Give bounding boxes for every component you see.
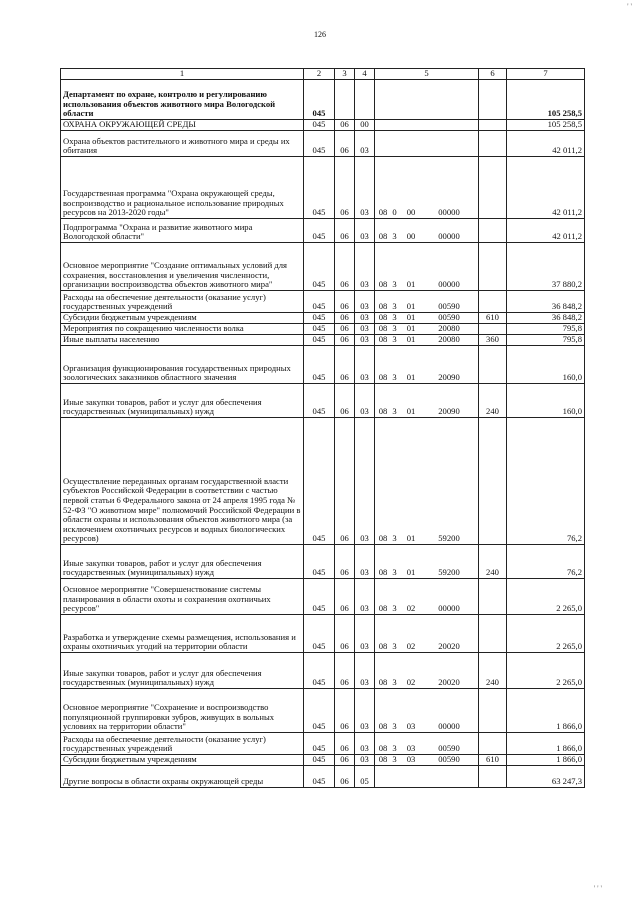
item-name: Расходы на обеспечение деятельности (оказание услуг) государственных учреждений [61, 733, 304, 755]
subsection-code: 03 [355, 418, 375, 545]
table-row [61, 615, 585, 653]
expense-type-code [479, 346, 507, 384]
target-article-code [375, 545, 479, 579]
item-name: Иные закупки товаров, работ и услуг для обеспечения государственных (муниципальных) нужд [61, 653, 304, 689]
admin-code: 045 [304, 131, 335, 157]
column-header-row [61, 69, 585, 80]
item-name: Основное мероприятие "Совершенствование системы планирования в области охоты и сохранения охотничьих ресурсов" [61, 579, 304, 615]
item-name: Государственная программа "Охрана окружающей среды, воспроизводство и рациональное использование природных ресурсов на 2013-2020 годы" [61, 157, 304, 219]
program-code: 08 [378, 279, 388, 290]
direction-code: 20020 [438, 641, 460, 652]
amount: 1 866,0 [507, 755, 585, 766]
admin-code: 045 [304, 157, 335, 219]
program-code: 08 [378, 677, 388, 688]
amount: 2 265,0 [507, 579, 585, 615]
direction-code: 20080 [438, 334, 460, 345]
direction-code: 20080 [438, 323, 460, 334]
amount: 1 866,0 [507, 733, 585, 755]
admin-code: 045 [304, 80, 335, 120]
amount: 105 258,5 [507, 120, 585, 131]
direction-code: 00000 [438, 207, 460, 218]
target-article-code [375, 766, 479, 788]
amount: 36 848,2 [507, 313, 585, 324]
subsection-code: 03 [355, 219, 375, 243]
subsection-code: 03 [355, 689, 375, 733]
section-code: 06 [335, 324, 355, 335]
event-code: 01 [406, 279, 416, 290]
subsection-code: 05 [355, 766, 375, 788]
section-code: 06 [335, 291, 355, 313]
table-row [61, 579, 585, 615]
expense-type-code: 610 [479, 755, 507, 766]
item-name: Иные закупки товаров, работ и услуг для обеспечения государственных (муниципальных) нужд [61, 545, 304, 579]
event-code: 02 [406, 677, 416, 688]
column-header: 2 [304, 69, 335, 80]
amount: 42 011,2 [507, 131, 585, 157]
expense-type-code [479, 243, 507, 291]
subprogram-code: 3 [392, 677, 397, 688]
subsection-code: 03 [355, 545, 375, 579]
table-row [61, 157, 585, 219]
subsection-code: 03 [355, 243, 375, 291]
expense-type-code [479, 766, 507, 788]
amount: 42 011,2 [507, 157, 585, 219]
target-article-code [375, 733, 479, 755]
expense-type-code [479, 733, 507, 755]
direction-code: 20090 [438, 372, 460, 383]
admin-code: 045 [304, 579, 335, 615]
target-article-code [375, 324, 479, 335]
admin-code: 045 [304, 219, 335, 243]
amount: 2 265,0 [507, 615, 585, 653]
subprogram-code: 3 [392, 279, 397, 290]
event-code: 03 [406, 721, 416, 732]
target-article-code [375, 418, 479, 545]
program-code: 08 [378, 754, 388, 765]
subsection-code: 03 [355, 335, 375, 346]
expense-type-code [479, 579, 507, 615]
subprogram-code: 3 [392, 406, 397, 417]
section-code: 06 [335, 545, 355, 579]
target-article-code [375, 615, 479, 653]
subprogram-code: 3 [392, 743, 397, 754]
section-code: 06 [335, 243, 355, 291]
program-code: 08 [378, 312, 388, 323]
table-row [61, 418, 585, 545]
expense-type-code [479, 80, 507, 120]
subsection-code: 03 [355, 131, 375, 157]
expense-type-code [479, 324, 507, 335]
subsection-code: 03 [355, 157, 375, 219]
subsection-code: 03 [355, 313, 375, 324]
event-code: 02 [406, 603, 416, 614]
section-code: 06 [335, 615, 355, 653]
direction-code: 00590 [438, 754, 460, 765]
subprogram-code: 3 [392, 603, 397, 614]
item-name: Мероприятия по сокращению численности волка [61, 324, 304, 335]
target-article-code [375, 131, 479, 157]
subprogram-code: 3 [392, 301, 397, 312]
program-code: 08 [378, 567, 388, 578]
program-code: 08 [378, 372, 388, 383]
page-number: 126 [314, 30, 326, 39]
table-row [61, 324, 585, 335]
amount: 160,0 [507, 346, 585, 384]
direction-code: 20090 [438, 406, 460, 417]
table-row [61, 80, 585, 120]
item-name: Иные закупки товаров, работ и услуг для обеспечения государственных (муниципальных) нужд [61, 384, 304, 418]
direction-code: 20020 [438, 677, 460, 688]
event-code: 00 [406, 207, 416, 218]
direction-code: 59200 [438, 533, 460, 544]
table-row [61, 131, 585, 157]
section-code: 06 [335, 157, 355, 219]
column-header: 7 [507, 69, 585, 80]
program-code: 08 [378, 533, 388, 544]
admin-code: 045 [304, 243, 335, 291]
item-name: Основное мероприятие "Создание оптимальных условий для сохранения, восстановления и увеличения численности, организации воспроизводства объектов животного мира" [61, 243, 304, 291]
item-name: Субсидии бюджетным учреждениям [61, 755, 304, 766]
event-code: 01 [406, 312, 416, 323]
corner-mark-top: ' ' [627, 2, 632, 11]
subprogram-code: 3 [392, 231, 397, 242]
expense-type-code [479, 120, 507, 131]
section-code: 06 [335, 733, 355, 755]
table-body [61, 69, 585, 788]
admin-code: 045 [304, 120, 335, 131]
program-code: 08 [378, 641, 388, 652]
expense-type-code [479, 157, 507, 219]
admin-code: 045 [304, 653, 335, 689]
section-code: 06 [335, 335, 355, 346]
amount: 795,8 [507, 335, 585, 346]
admin-code: 045 [304, 346, 335, 384]
column-header: 1 [61, 69, 304, 80]
event-code: 03 [406, 743, 416, 754]
column-header: 5 [375, 69, 479, 80]
expense-type-code [479, 131, 507, 157]
program-code: 08 [378, 603, 388, 614]
amount: 2 265,0 [507, 653, 585, 689]
direction-code: 00000 [438, 721, 460, 732]
item-name: Организация функционирования государственных природных зоологических заказников областного значения [61, 346, 304, 384]
admin-code: 045 [304, 313, 335, 324]
budget-table [60, 68, 585, 788]
subsection-code: 03 [355, 653, 375, 689]
subsection-code: 03 [355, 615, 375, 653]
amount: 36 848,2 [507, 291, 585, 313]
admin-code: 045 [304, 755, 335, 766]
program-code: 08 [378, 721, 388, 732]
program-code: 08 [378, 406, 388, 417]
program-code: 08 [378, 207, 388, 218]
amount: 63 247,3 [507, 766, 585, 788]
expense-type-code [479, 291, 507, 313]
target-article-code [375, 689, 479, 733]
column-header: 4 [355, 69, 375, 80]
event-code: 01 [406, 406, 416, 417]
program-code: 08 [378, 301, 388, 312]
table-row [61, 384, 585, 418]
expense-type-code: 240 [479, 653, 507, 689]
direction-code: 59200 [438, 567, 460, 578]
section-code [335, 80, 355, 120]
section-code: 06 [335, 219, 355, 243]
table-row [61, 545, 585, 579]
target-article-code [375, 291, 479, 313]
event-code: 00 [406, 231, 416, 242]
subsection-code: 03 [355, 755, 375, 766]
section-code: 06 [335, 313, 355, 324]
item-name: Разработка и утверждение схемы размещения, использования и охраны охотничьих угодий на территории области [61, 615, 304, 653]
expense-type-code [479, 615, 507, 653]
target-article-code [375, 579, 479, 615]
program-code: 08 [378, 743, 388, 754]
subprogram-code: 3 [392, 721, 397, 732]
subsection-code: 03 [355, 346, 375, 384]
table-row [61, 653, 585, 689]
admin-code: 045 [304, 324, 335, 335]
admin-code: 045 [304, 418, 335, 545]
subprogram-code: 3 [392, 641, 397, 652]
target-article-code [375, 243, 479, 291]
admin-code: 045 [304, 335, 335, 346]
table-row [61, 243, 585, 291]
direction-code: 00590 [438, 301, 460, 312]
expense-type-code: 240 [479, 545, 507, 579]
subprogram-code: 0 [392, 207, 397, 218]
section-code: 06 [335, 346, 355, 384]
target-article-code [375, 219, 479, 243]
section-code: 06 [335, 384, 355, 418]
item-name: Субсидии бюджетным учреждениям [61, 313, 304, 324]
table-row [61, 313, 585, 324]
table-row [61, 733, 585, 755]
admin-code: 045 [304, 545, 335, 579]
column-header: 3 [335, 69, 355, 80]
direction-code: 00000 [438, 279, 460, 290]
event-code: 01 [406, 372, 416, 383]
section-code: 06 [335, 120, 355, 131]
target-article-code [375, 80, 479, 120]
event-code: 02 [406, 641, 416, 652]
amount: 1 866,0 [507, 689, 585, 733]
target-article-code [375, 313, 479, 324]
section-code: 06 [335, 755, 355, 766]
subprogram-code: 3 [392, 334, 397, 345]
table-row [61, 219, 585, 243]
amount: 795,8 [507, 324, 585, 335]
subprogram-code: 3 [392, 754, 397, 765]
direction-code: 00000 [438, 231, 460, 242]
program-code: 08 [378, 334, 388, 345]
target-article-code [375, 755, 479, 766]
direction-code: 00000 [438, 603, 460, 614]
expense-type-code: 360 [479, 335, 507, 346]
table-row [61, 346, 585, 384]
target-article-code [375, 120, 479, 131]
direction-code: 00590 [438, 312, 460, 323]
subprogram-code: 3 [392, 567, 397, 578]
subprogram-code: 3 [392, 312, 397, 323]
target-article-code [375, 653, 479, 689]
table-row [61, 766, 585, 788]
event-code: 01 [406, 567, 416, 578]
section-code: 06 [335, 689, 355, 733]
amount: 37 880,2 [507, 243, 585, 291]
table-row [61, 755, 585, 766]
event-code: 01 [406, 323, 416, 334]
subsection-code [355, 80, 375, 120]
expense-type-code: 240 [479, 384, 507, 418]
table-row [61, 335, 585, 346]
corner-mark-bottom: ' ' ' [593, 884, 602, 893]
amount: 105 258,5 [507, 80, 585, 120]
target-article-code [375, 384, 479, 418]
direction-code: 00590 [438, 743, 460, 754]
item-name: Расходы на обеспечение деятельности (оказание услуг) государственных учреждений [61, 291, 304, 313]
item-name: Департамент по охране, контролю и регулированию использования объектов животного мира Вологодской области [61, 80, 304, 120]
subsection-code: 03 [355, 384, 375, 418]
subsection-code: 03 [355, 324, 375, 335]
amount: 160,0 [507, 384, 585, 418]
program-code: 08 [378, 323, 388, 334]
expense-type-code [479, 689, 507, 733]
expense-type-code [479, 418, 507, 545]
section-code: 06 [335, 131, 355, 157]
table-row [61, 689, 585, 733]
item-name: Осуществление переданных органам государственной власти субъектов Российской Федерации в соответствии с частью первой статьи 6 Федерального закона от 24 апреля 1995 года № 52-ФЗ "О животном мире" полномочий Российской Федерации в области охраны и использования объектов животного мира (за исключением охотничьих ресурсов и водных биологических ресурсов) [61, 418, 304, 545]
subsection-code: 03 [355, 291, 375, 313]
admin-code: 045 [304, 766, 335, 788]
section-code: 06 [335, 579, 355, 615]
admin-code: 045 [304, 384, 335, 418]
column-header: 6 [479, 69, 507, 80]
section-code: 06 [335, 418, 355, 545]
amount: 76,2 [507, 545, 585, 579]
subsection-code: 03 [355, 733, 375, 755]
event-code: 01 [406, 533, 416, 544]
subprogram-code: 3 [392, 533, 397, 544]
subprogram-code: 3 [392, 323, 397, 334]
admin-code: 045 [304, 733, 335, 755]
item-name: Охрана объектов растительного и животного мира и среды их обитания [61, 131, 304, 157]
target-article-code [375, 346, 479, 384]
item-name: Основное мероприятие "Сохранение и воспроизводство популяционной группировки зубров, живущих в вольных условиях на территории области" [61, 689, 304, 733]
item-name: Иные выплаты населению [61, 335, 304, 346]
target-article-code [375, 157, 479, 219]
subsection-code: 03 [355, 579, 375, 615]
subprogram-code: 3 [392, 372, 397, 383]
item-name: Подпрограмма "Охрана и развитие животного мира Вологодской области" [61, 219, 304, 243]
amount: 42 011,2 [507, 219, 585, 243]
table-row [61, 291, 585, 313]
section-code: 06 [335, 653, 355, 689]
admin-code: 045 [304, 615, 335, 653]
program-code: 08 [378, 231, 388, 242]
event-code: 01 [406, 301, 416, 312]
event-code: 03 [406, 754, 416, 765]
section-code: 06 [335, 766, 355, 788]
item-name: Другие вопросы в области охраны окружающей среды [61, 766, 304, 788]
admin-code: 045 [304, 689, 335, 733]
admin-code: 045 [304, 291, 335, 313]
subsection-code: 00 [355, 120, 375, 131]
target-article-code [375, 335, 479, 346]
event-code: 01 [406, 334, 416, 345]
item-name: ОХРАНА ОКРУЖАЮЩЕЙ СРЕДЫ [61, 120, 304, 131]
expense-type-code [479, 219, 507, 243]
expense-type-code: 610 [479, 313, 507, 324]
amount: 76,2 [507, 418, 585, 545]
table-row [61, 120, 585, 131]
